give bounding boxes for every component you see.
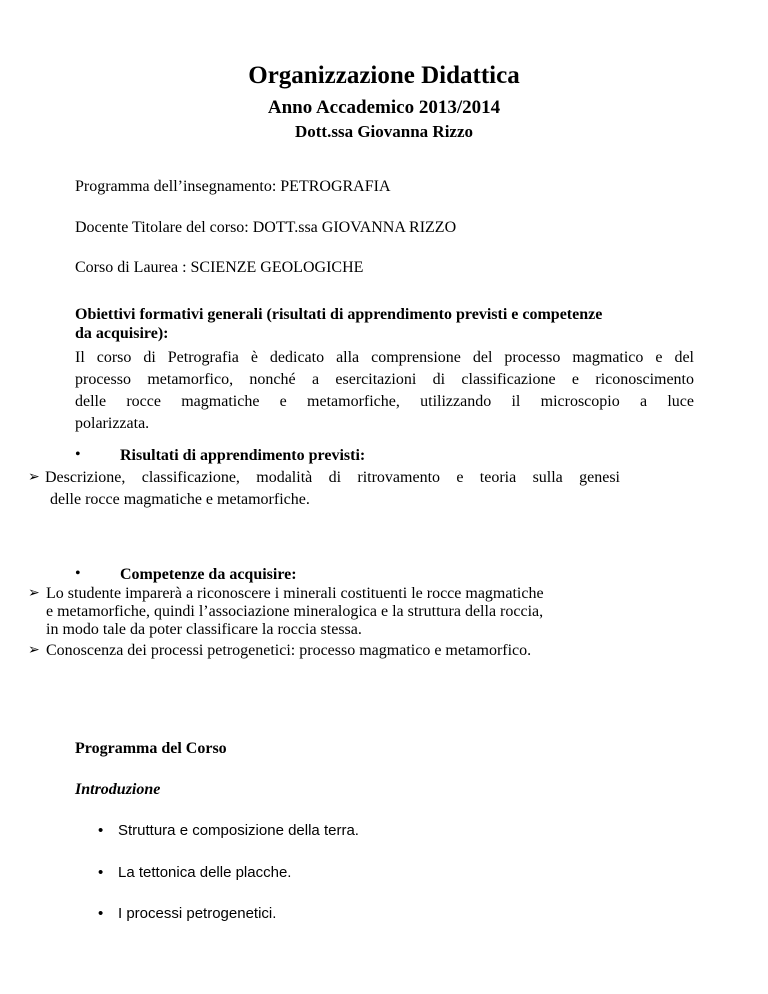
course-holder-line: Docente Titolare del corso: DOTT.ssa GIOVANNA RIZZO: [75, 219, 457, 236]
arrow-bullet-icon: ➢: [28, 586, 40, 601]
bullet-icon: •: [98, 822, 104, 839]
program-title: Programma del Corso: [75, 740, 227, 757]
results-item-line: delle rocce magmatiche e metamorfiche.: [50, 491, 310, 508]
arrow-bullet-icon: ➢: [28, 470, 40, 485]
skills-item-line: in modo tale da poter classificare la roccia stessa.: [46, 621, 362, 638]
bullet-icon: •: [75, 446, 81, 463]
skills-item-line: Conoscenza dei processi petrogenetici: processo magmatico e metamorfico.: [46, 642, 532, 659]
degree-line: Corso di Laurea : SCIENZE GEOLOGICHE: [75, 259, 364, 276]
arrow-bullet-icon: ➢: [28, 643, 40, 658]
objectives-heading-line: da acquisire):: [75, 325, 169, 342]
paragraph-line: processo metamorfico, nonché a esercitazioni di classificazione e riconoscimento: [75, 371, 694, 388]
document-title: Organizzazione Didattica: [248, 62, 520, 89]
paragraph-line: Il corso di Petrografia è dedicato alla comprensione del processo magmatico e del: [75, 349, 694, 366]
paragraph-line: delle rocce magmatiche e metamorfiche, utilizzando il microscopio a luce: [75, 393, 694, 410]
list-item-text: Struttura e composizione della terra.: [118, 822, 359, 839]
objectives-heading: [75, 305, 695, 343]
intro-title: Introduzione: [75, 781, 161, 798]
program-line: Programma dell’insegnamento: PETROGRAFIA: [75, 178, 391, 195]
academic-year: Anno Accademico 2013/2014: [267, 97, 501, 118]
list-item-text: La tettonica delle placche.: [118, 864, 292, 881]
paragraph-line: polarizzata.: [75, 415, 150, 432]
objectives-heading-line: Obiettivi formativi generali (risultati di apprendimento previsti e competenze: [75, 306, 603, 323]
teacher-name: Dott.ssa Giovanna Rizzo: [294, 122, 474, 141]
bullet-icon: •: [98, 905, 104, 922]
skills-title: Competenze da acquisire:: [120, 566, 297, 583]
skills-item-line: e metamorfiche, quindi l’associazione mineralogica e la struttura della roccia,: [46, 603, 544, 620]
objectives-paragraph: [75, 347, 694, 435]
list-item-text: I processi petrogenetici.: [118, 905, 277, 922]
results-item-line: Descrizione, classificazione, modalità di ritrovamento e teoria sulla genesi: [45, 469, 620, 486]
results-title: Risultati di apprendimento previsti:: [120, 447, 366, 464]
skills-item-line: Lo studente imparerà a riconoscere i minerali costituenti le rocce magmatiche: [46, 585, 544, 602]
bullet-icon: •: [75, 565, 81, 582]
bullet-icon: •: [98, 864, 104, 881]
